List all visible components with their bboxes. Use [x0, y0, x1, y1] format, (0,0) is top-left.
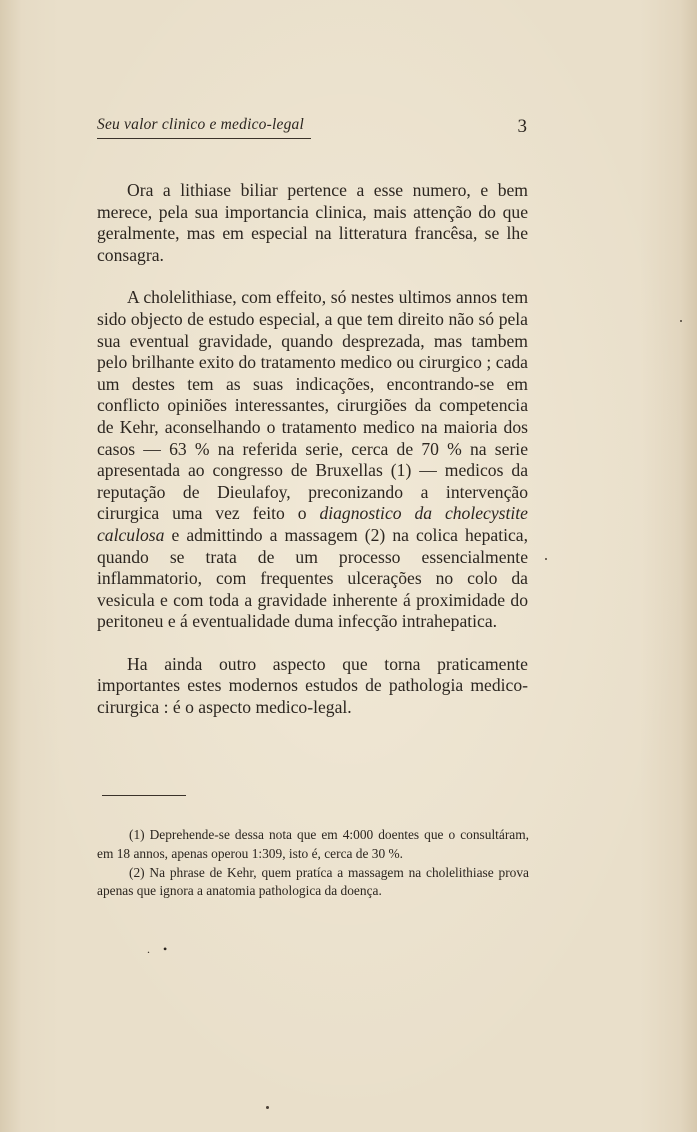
paper-speck — [266, 1106, 269, 1109]
paragraph-2 — [97, 287, 528, 633]
body-text — [97, 180, 528, 719]
page-number: 3 — [517, 116, 527, 137]
footnotes — [97, 826, 529, 901]
printer-marks: . • — [147, 942, 173, 956]
paragraph-2-continuation: e admittindo a massagem (2) na colica hepatica, quando se trata de um processo essencialmente inflammatorio, com frequentes ulcerações no colo da vesicula e com toda a gravidade inherente á proximidade do peritoneu e á eventualidade duma infecção intrahepatica. — [97, 524, 528, 632]
header-rule — [97, 138, 311, 139]
paragraph-2-text: A cholelithiase, com effeito, só nestes ultimos annos tem sido objecto de estudo especial, a que tem direito não só pela sua eventual gravidade, quando desprezada, mas tambem pelo brilhante exito do tratamento medico ou cirurgico ; cada um destes tem as suas indicações, encontrando-se em conflicto opiniões interessantes, cirurgiões da competencia de Kehr, aconselhando o tratamento medico na maioria dos casos — 63 % na referida serie, cerca de 70 % na serie apresentada ao congresso de Bruxellas (1) — medicos da reputação de Dieulafoy, preconizando a intervenção cirurgica uma vez feito o — [97, 287, 528, 524]
footnote-rule — [102, 795, 186, 796]
paragraph-3: Ha ainda outro aspecto que torna praticamente importantes estes modernos estudos de pathologia medico-cirurgica : é o aspecto medico-legal. — [97, 653, 528, 718]
footnote-1: (1) Deprehende-se dessa nota que em 4:000 doentes que o consultáram, em 18 annos, apenas operou 1:309, isto é, cerca de 30 %. — [97, 827, 529, 861]
footnote-2: (2) Na phrase de Kehr, quem pratíca a massagem na cholelithiase prova apenas que ignora a anatomia pathologica da doença. — [97, 864, 529, 899]
paper-speck — [680, 320, 682, 322]
paragraph-1: Ora a lithiase biliar pertence a esse numero, e bem merece, pela sua importancia clinica, mais attenção do que geralmente, mas em especial na litteratura francêsa, se lhe consagra. — [97, 180, 528, 265]
paper-speck — [545, 558, 547, 560]
italic-phrase: diagnostico da cholecystite calculosa — [97, 503, 528, 545]
running-head: Seu valor clinico e medico-legal — [97, 116, 304, 133]
page-header — [97, 116, 527, 144]
